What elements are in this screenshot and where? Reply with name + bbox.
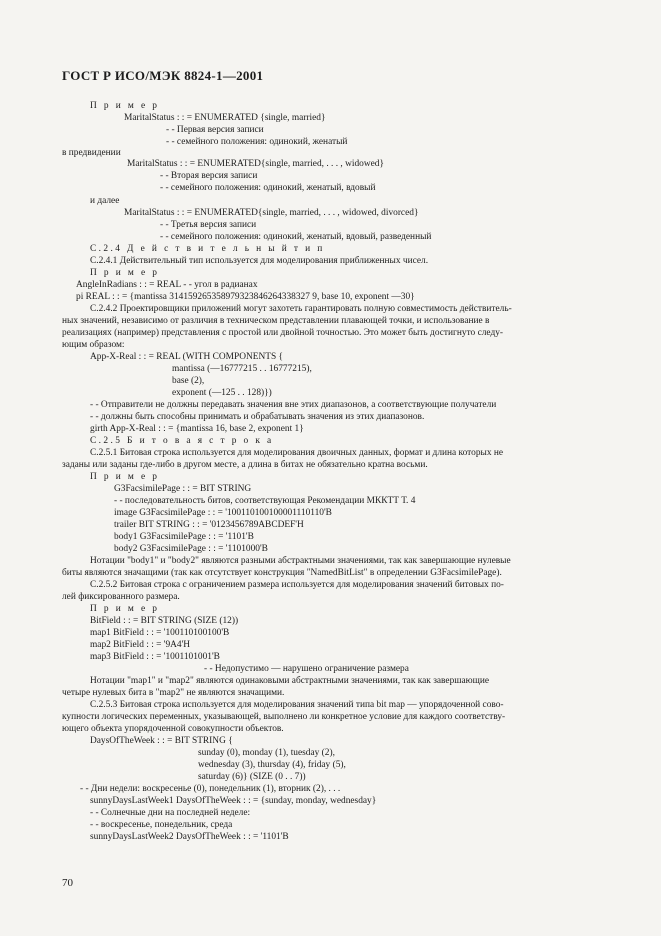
paragraph-line: биты являются значащими (так как отсутствует конструкция "NamedBitList" в определении G3FacsimilePage).	[62, 568, 502, 578]
paragraph-line: C.2.5.3 Битовая строка используется для моделирования значений типа bit map — упорядоченной сово-	[90, 700, 504, 710]
code-line: body1 G3FacsimilePage : : = '1101'B	[114, 532, 254, 542]
code-line: MaritalStatus : : = ENUMERATED{single, married, . . . , widowed}	[127, 159, 384, 169]
code-line: saturday (6)} (SIZE (0 . . 7))	[198, 772, 306, 782]
section-heading: C.2.4 Д е й с т в и т е л ь н ы й т и п	[90, 244, 325, 254]
comment-line: - - последовательность битов, соответствующая Рекомендации МККТТ Т. 4	[114, 496, 416, 506]
code-line: sunnyDaysLastWeek2 DaysOfTheWeek : : = '1101'B	[90, 832, 289, 842]
text-line: в предвидении	[62, 148, 121, 158]
paragraph-line: ющим образом:	[62, 340, 125, 350]
comment-line: - - Солнечные дни на последней неделе:	[90, 808, 251, 818]
code-line: map3 BitField : : = '1001101001'B	[90, 652, 220, 662]
code-line: MaritalStatus : : = ENUMERATED{single, married, . . . , widowed, divorced}	[124, 208, 419, 218]
text-line: П р и м е р	[90, 268, 160, 278]
comment-line: - - Дни недели: воскресенье (0), понедельник (1), вторник (2), . . .	[80, 784, 341, 794]
paragraph-line: ющего объекта упорядоченной совокупности объектов.	[62, 724, 284, 734]
comment-line: - - семейного положения: одинокий, женатый, вдовый	[160, 183, 376, 193]
code-line: girth App-X-Real : : = {mantissa 16, base 2, exponent 1}	[90, 424, 304, 434]
comment-line: - - Первая версия записи	[166, 125, 264, 135]
code-line: sunnyDaysLastWeek1 DaysOfTheWeek : : = {sunday, monday, wednesday}	[90, 796, 377, 806]
paragraph-line: лей фиксированного размера.	[62, 592, 180, 602]
paragraph-line: C.2.5.2 Битовая строка с ограничением размера используется для моделирования значений битовых по-	[90, 580, 504, 590]
comment-line: - - должны быть способны принимать и обрабатывать значения из этих диапазонов.	[90, 412, 425, 422]
paragraph-line: четыре нулевых бита в "map2" не являются значащими.	[62, 688, 285, 698]
comment-line: - - семейного положения: одинокий, женатый	[166, 137, 348, 147]
code-line: wednesday (3), thursday (4), friday (5),	[198, 760, 346, 770]
comment-line: - - Отправители не должны передавать значения вне этих диапазонов, а соответствующие получатели	[90, 400, 497, 410]
code-line: trailer BIT STRING : : = '0123456789ABCDEF'H	[114, 520, 304, 530]
code-line: body2 G3FacsimilePage : : = '1101000'B	[114, 544, 268, 554]
code-line: G3FacsimilePage : : = BIT STRING	[114, 484, 252, 494]
code-line: pi REAL : : = {mantissa 314159265358979323846264338327 9, base 10, exponent —30}	[76, 292, 415, 302]
code-line: base (2),	[172, 376, 205, 386]
section-heading: C.2.5 Б и т о в а я с т р о к а	[90, 436, 274, 446]
code-line: MaritalStatus : : = ENUMERATED {single, married}	[124, 113, 326, 123]
paragraph-line: заданы или заданы где-либо в другом месте, а длина в битах не обязательно кратна восьми.	[62, 460, 428, 470]
code-line: AngleInRadians : : = REAL - - угол в радианах	[76, 280, 258, 290]
page-number: 70	[62, 877, 73, 889]
code-line: map2 BitField : : = '9A4'H	[90, 640, 191, 650]
code-line: exponent (—125 . . 128)})	[172, 388, 272, 398]
page-header: ГОСТ Р ИСО/МЭК 8824-1—2001	[62, 68, 264, 83]
text-line: П р и м е р	[90, 472, 160, 482]
code-line: sunday (0), monday (1), tuesday (2),	[198, 748, 335, 758]
code-line: BitField : : = BIT STRING (SIZE (12))	[90, 616, 239, 626]
paragraph-line: купности логических переменных, указывающей, выполнено ли конкретное условие для каждого соответству-	[62, 712, 506, 722]
text-line: и далее	[90, 196, 120, 206]
comment-line: - - Недопустимо — нарушено ограничение размера	[204, 664, 409, 674]
code-line: DaysOfTheWeek : : = BIT STRING {	[90, 736, 233, 746]
code-line: mantissa (—16777215 . . 16777215),	[172, 364, 312, 374]
paragraph-line: C.2.4.2 Проектировщики приложений могут захотеть гарантировать полную совместимость действитель-	[90, 304, 512, 314]
code-line: image G3FacsimilePage : : = '100110100100001110110'B	[114, 508, 332, 518]
paragraph-line: Нотации "body1" и "body2" являются разными абстрактными значениями, так как завершающие нулевые	[90, 556, 511, 566]
paragraph-line: ных значений, независимо от различия в техническом представлении плавающей точки, и использование в	[62, 316, 490, 326]
code-line: map1 BitField : : = '100110100100'B	[90, 628, 230, 638]
comment-line: - - Вторая версия записи	[160, 171, 258, 181]
code-line: App-X-Real : : = REAL (WITH COMPONENTS {	[90, 352, 284, 362]
text-line: П р и м е р	[90, 604, 160, 614]
paragraph-line: C.2.4.1 Действительный тип используется для моделирования приближенных чисел.	[90, 256, 429, 266]
text-line: П р и м е р	[90, 101, 160, 111]
paragraph-line: C.2.5.1 Битовая строка используется для моделирования двоичных данных, формат и длина которых не	[90, 448, 504, 458]
comment-line: - - воскресенье, понедельник, среда	[90, 820, 233, 830]
comment-line: - - Третья версия записи	[160, 220, 257, 230]
paragraph-line: Нотации "map1" и "map2" являются одинаковыми абстрактными значениями, так как завершающие	[90, 676, 490, 686]
paragraph-line: реализациях (например) представления с простой или двойной точностью. Это может быть достигнуто следу-	[62, 328, 504, 338]
comment-line: - - семейного положения: одинокий, женатый, вдовый, разведенный	[160, 232, 432, 242]
